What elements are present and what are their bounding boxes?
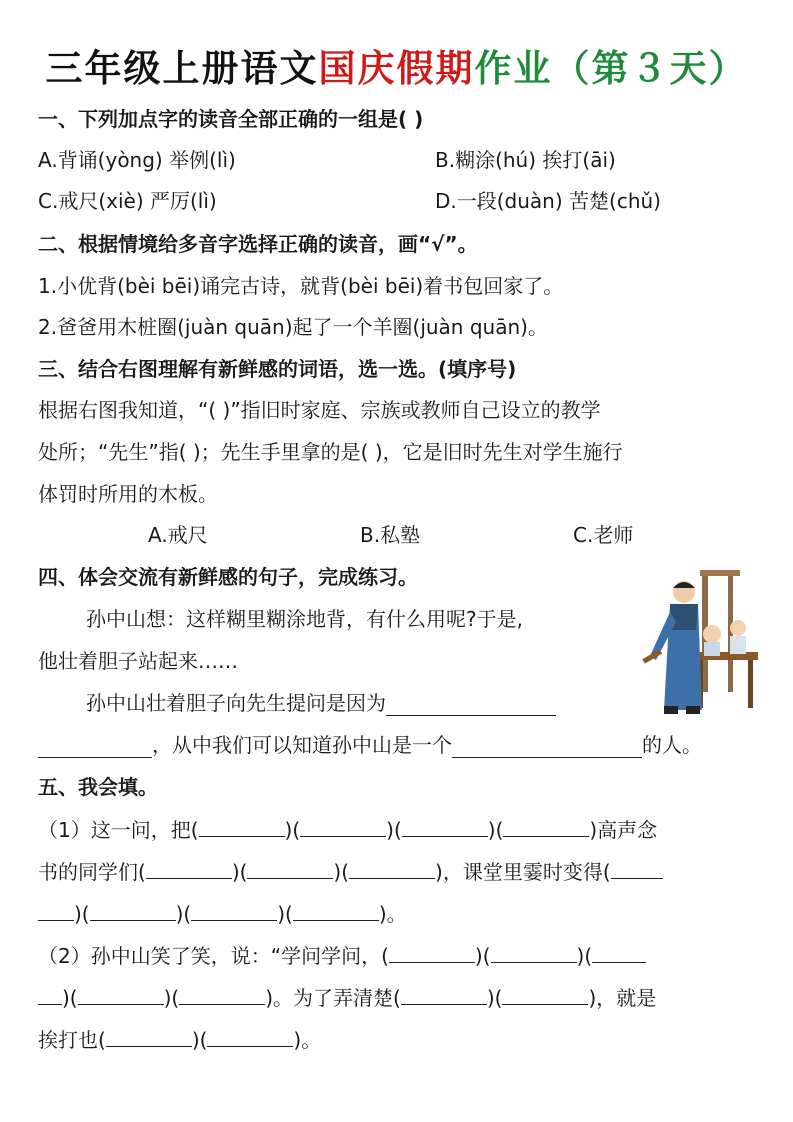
q4-question-text: 孙中山壮着胆子向先生提问是因为 — [86, 691, 386, 715]
q5-blank[interactable] — [401, 984, 487, 1005]
title-part-grade: 三年级上册语文 — [45, 46, 319, 90]
q5-part1-start: （1）这一问，把 — [38, 818, 191, 842]
q4-answer-text: ，从中我们可以知道孙中山是一个 — [152, 733, 452, 757]
q4-answer-end: 的人。 — [642, 733, 702, 757]
q4-quote-line-1: 孙中山想：这样糊里糊涂地背，有什么用呢?于是, — [86, 607, 523, 631]
q5-blank[interactable] — [106, 1026, 192, 1047]
q5-blank[interactable] — [611, 858, 663, 879]
q5-blank[interactable] — [191, 900, 277, 921]
q1-option-a: A.背诵(yòng) 举例(lì) — [38, 148, 236, 172]
q5-blank[interactable] — [592, 942, 646, 963]
q5-heading: 五、我会填。 — [38, 775, 158, 799]
q5-part2-line3-end: 。 — [301, 1028, 322, 1052]
title-part-holiday: 国庆假期 — [318, 46, 475, 90]
q3-text-line-3: 体罚时所用的木板。 — [38, 482, 218, 506]
q3-option-c: C.老师 — [573, 523, 634, 547]
teacher-classroom-illustration — [640, 570, 758, 720]
q5-part1-line2-end: ，课堂里霎时变得 — [442, 860, 603, 884]
q5-part1-end: 高声念 — [597, 818, 658, 842]
q5-blank[interactable] — [247, 858, 333, 879]
q5-blank[interactable] — [293, 900, 379, 921]
q4-reason-blank-cont[interactable] — [38, 735, 152, 758]
q3-text-line-2: 处所；“先生”指( )；先生手里拿的是( )，它是旧时先生对学生施行 — [38, 440, 623, 464]
q5-part1-line-1: （1）这一问，把( )( )( )( )高声念 — [38, 818, 658, 842]
q5-blank[interactable] — [502, 984, 588, 1005]
q5-blank[interactable] — [90, 900, 176, 921]
q5-part1-line3-end: 。 — [386, 902, 407, 926]
q4-answer-line — [38, 732, 702, 758]
q1-heading: 一、下列加点字的读音全部正确的一组是( ) — [38, 107, 424, 131]
q3-option-b: B.私塾 — [360, 523, 421, 547]
q5-blank[interactable] — [389, 942, 475, 963]
q2-item-2: 2.爸爸用木桩圈(juàn quān)起了一个羊圈(juàn quān)。 — [38, 315, 548, 339]
q5-blank[interactable] — [199, 816, 285, 837]
q2-item-1: 1.小优背(bèi bēi)诵完古诗，就背(bèi bēi)着书包回家了。 — [38, 274, 564, 298]
q1-option-b: B.糊涂(hú) 挨打(āi) — [435, 148, 616, 172]
q5-blank[interactable] — [402, 816, 488, 837]
page-title — [0, 38, 793, 92]
q5-part2-line2-mid: 。为了弄清楚 — [273, 986, 394, 1010]
q4-question-line — [86, 690, 556, 716]
q4-quote-line-2: 他壮着胆子站起来…… — [38, 649, 238, 673]
q5-part1-line-3: )( )( )( )。 — [38, 900, 407, 927]
q5-part1-line-2: 书的同学们( )( )( )，课堂里霎时变得( — [38, 858, 663, 885]
q5-part2-start: （2）孙中山笑了笑，说：“学问学问， — [38, 944, 382, 968]
q3-text-line-1: 根据右图我知道，“( )”指旧时家庭、宗族或教师自己设立的教学 — [38, 398, 601, 422]
q5-part2-line-3: 挨打也( )( )。 — [38, 1028, 322, 1052]
q1-option-d: D.一段(duàn) 苦楚(chǔ) — [435, 189, 661, 213]
q5-blank[interactable] — [503, 816, 589, 837]
q5-blank[interactable] — [38, 900, 74, 921]
q5-blank[interactable] — [491, 942, 577, 963]
q1-option-c: C.戒尺(xiè) 严厉(lì) — [38, 189, 217, 213]
q5-part2-line2-end: ，就是 — [596, 986, 657, 1010]
q3-heading: 三、结合右图理解有新鲜感的词语，选一选。(填序号) — [38, 357, 517, 381]
q5-blank[interactable] — [207, 1026, 293, 1047]
q5-blank[interactable] — [146, 858, 232, 879]
q4-reason-blank[interactable] — [386, 693, 556, 716]
q5-part1-line2-start: 书的同学们 — [38, 860, 138, 884]
q5-part2-line3-start: 挨打也 — [38, 1028, 98, 1052]
q4-trait-blank[interactable] — [452, 735, 642, 758]
q5-blank[interactable] — [38, 984, 62, 1005]
title-part-day: 作业（第３天） — [474, 46, 748, 90]
q4-heading: 四、体会交流有新鲜感的句子，完成练习。 — [38, 565, 418, 589]
q5-blank[interactable] — [78, 984, 164, 1005]
q5-part2-line-1: （2）孙中山笑了笑，说：“学问学问，( )( )( — [38, 942, 646, 969]
q5-part2-line-2: )( )( )。为了弄清楚( )( )，就是 — [38, 984, 656, 1011]
q5-blank[interactable] — [349, 858, 435, 879]
q5-blank[interactable] — [179, 984, 265, 1005]
q5-blank[interactable] — [300, 816, 386, 837]
q3-option-a: A.戒尺 — [148, 523, 208, 547]
q2-heading: 二、根据情境给多音字选择正确的读音，画“√”。 — [38, 232, 478, 256]
